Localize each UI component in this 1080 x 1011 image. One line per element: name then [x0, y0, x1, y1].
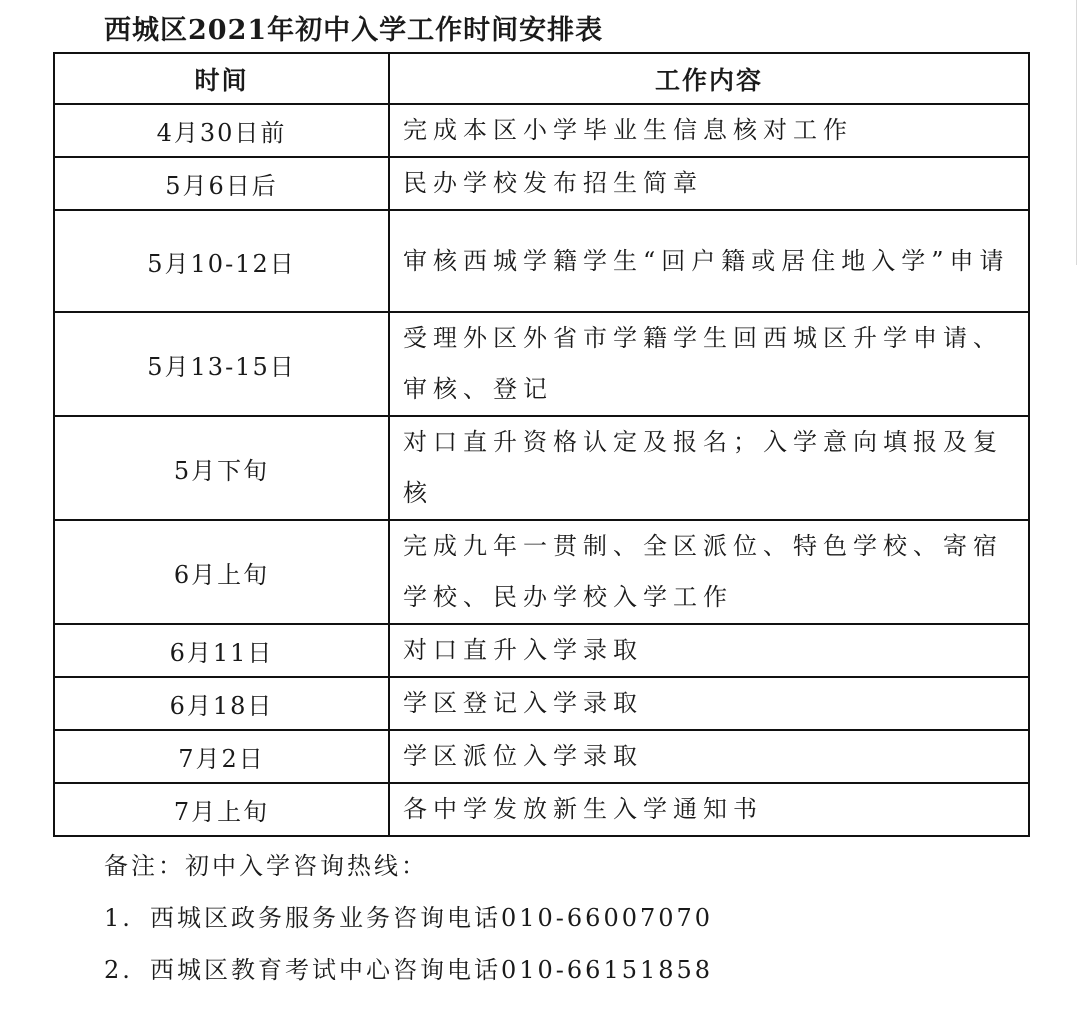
row-time: 5月6日后 [54, 157, 389, 210]
row-time: 6月上旬 [54, 520, 389, 624]
notes-section [104, 840, 713, 996]
hotline-item [104, 944, 713, 996]
table-header-row [54, 53, 1029, 104]
row-time: 7月上旬 [54, 783, 389, 836]
hotline-text: 西城区政务服务业务咨询电话010-66007070 [150, 904, 714, 932]
document-title: 西城区2021年初中入学工作时间安排表 [104, 15, 604, 46]
row-time: 5月10-12日 [54, 210, 389, 312]
row-work: 完成九年一贯制、全区派位、特色学校、寄宿学校、民办学校入学工作 [389, 520, 1029, 624]
row-work: 民办学校发布招生简章 [389, 157, 1029, 210]
row-work: 完成本区小学毕业生信息核对工作 [389, 104, 1029, 157]
table-row [54, 312, 1029, 416]
table-row [54, 624, 1029, 677]
row-work: 受理外区外省市学籍学生回西城区升学申请、审核、登记 [389, 312, 1029, 416]
row-time: 6月11日 [54, 624, 389, 677]
row-work: 对口直升资格认定及报名；入学意向填报及复核 [389, 416, 1029, 520]
row-work: 学区派位入学录取 [389, 730, 1029, 783]
hotline-number: 1. [104, 904, 133, 932]
header-time: 时间 [54, 53, 389, 104]
notes-heading: 备注：初中入学咨询热线： [104, 852, 428, 880]
schedule-table [53, 52, 1030, 837]
row-time: 6月18日 [54, 677, 389, 730]
table-row [54, 730, 1029, 783]
table-row [54, 520, 1029, 624]
page-edge-line [1076, 0, 1077, 265]
row-work: 对口直升入学录取 [389, 624, 1029, 677]
table-row [54, 157, 1029, 210]
table-row [54, 783, 1029, 836]
row-time: 5月下旬 [54, 416, 389, 520]
table-row [54, 104, 1029, 157]
row-work: 各中学发放新生入学通知书 [389, 783, 1029, 836]
hotline-number: 2. [104, 956, 133, 984]
table-row [54, 416, 1029, 520]
hotline-text: 西城区教育考试中心咨询电话010-66151858 [150, 956, 714, 984]
hotline-item [104, 892, 713, 944]
table-row [54, 677, 1029, 730]
row-work: 审核西城学籍学生“回户籍或居住地入学”申请 [389, 210, 1029, 312]
row-work: 学区登记入学录取 [389, 677, 1029, 730]
row-time: 5月13-15日 [54, 312, 389, 416]
row-time: 7月2日 [54, 730, 389, 783]
header-work: 工作内容 [389, 53, 1029, 104]
table-row [54, 210, 1029, 312]
row-time: 4月30日前 [54, 104, 389, 157]
